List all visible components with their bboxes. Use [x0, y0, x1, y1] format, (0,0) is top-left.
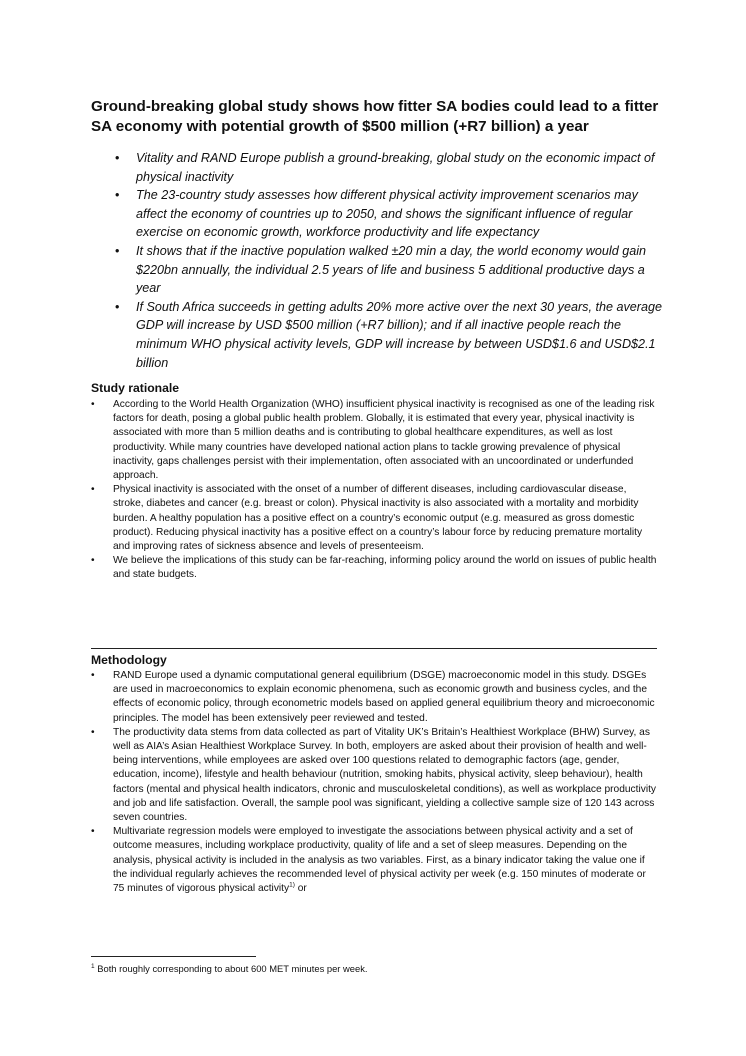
methodology-list — [91, 669, 657, 896]
footnote — [91, 962, 657, 975]
highlight-item: • Vitality and RAND Europe publish a ground-breaking, global study on the economic impact of physical inactivity — [115, 149, 667, 186]
footnote-reference: 1) — [289, 881, 295, 889]
key-highlights-list — [115, 149, 667, 372]
page-title: Ground-breaking global study shows how fitter SA bodies could lead to a fitter SA economy with potential growth of $500 million (+R7 billion) a year — [91, 98, 659, 135]
footnote-divider — [91, 956, 256, 957]
highlight-item: • The 23-country study assesses how different physical activity improvement scenarios may affect the economy of countries up to 2050, and shows the significant influence of regular exercise on economic growth, workforce productivity and life expectancy — [115, 186, 667, 242]
highlight-item: • It shows that if the inactive population walked ±20 min a day, the world economy would gain $220bn annually, the individual 2.5 years of life and business 5 additional productive days a year — [115, 242, 667, 298]
methodology-item-tail: or — [294, 883, 307, 895]
methodology-item — [91, 825, 657, 896]
methodology-item-text: Multivariate regression models were employed to investigate the associations between physical activity and a set of outcome measures, including workplace productivity, quality of life and a set of sleep measures. Depending on the analysis, physical activity is included in the analysis as two variables. First, as a binary indicator taking the value one if the individual regularly achieves the recommended level of physical activity per week (e.g. 150 minutes of moderate or 75 minutes of vigorous physical activity — [113, 826, 646, 895]
rationale-item: • According to the World Health Organization (WHO) insufficient physical inactivity is recognised as one of the leading risk factors for death, posing a global public health problem. Globally, it is estimated that every year, physical inactivity is associated with more than 5 million deaths and is contributing to global healthcare expenditures, as well as lost productivity. While many countries have developed national action plans to tackle growing prevalence of physical inactivity, gaps challenges persist with their implementation, often associated with an uncoordinated or underfunded approach. — [91, 398, 657, 483]
study-rationale-list — [91, 398, 657, 583]
study-rationale-heading: Study rationale — [91, 381, 180, 395]
methodology-heading: Methodology — [91, 653, 167, 667]
section-divider — [91, 648, 657, 649]
methodology-item: • RAND Europe used a dynamic computational general equilibrium (DSGE) macroeconomic model in this study. DSGEs are used in macroeconomics to explain economic phenomena, such as economic growth and business cycles, and the effects of economic policy, through econometric models based on applied general equilibrium theory and microeconomic principles. The model has been extensively peer reviewed and tested. — [91, 669, 657, 726]
highlight-item: • If South Africa succeeds in getting adults 20% more active over the next 30 years, the average GDP will increase by USD $500 million (+R7 billion); and if all inactive people reach the minimum WHO physical activity levels, GDP will increase by between USD$1.6 and USD$2.1 billion — [115, 298, 667, 372]
rationale-item: • We believe the implications of this study can be far-reaching, informing policy around the world on issues of public health and state budgets. — [91, 554, 657, 582]
rationale-item: • Physical inactivity is associated with the onset of a number of different diseases, including cardiovascular disease, stroke, diabetes and cancer (e.g. breast or colon). Physical inactivity is also associated with a mortality and morbidity burden. A healthy population has a positive effect on a country’s economic output (e.g. measured as gross domestic product). Reducing physical inactivity has a positive effect on a country’s labour force by reducing premature mortality and improving rates of sickness absence and levels of presenteeism. — [91, 483, 657, 554]
footnote-marker: 1 — [91, 962, 95, 970]
footnote-text: Both roughly corresponding to about 600 MET minutes per week. — [94, 963, 368, 974]
methodology-item: • The productivity data stems from data collected as part of Vitality UK’s Britain’s Healthiest Workplace (BHW) Survey, as well as AIA’s Asian Healthiest Workplace Survey. In both, employers are asked about their provision of health and well-being interventions, while employees are asked over 100 questions related to demographic factors (age, gender, education, income), lifestyle and health behaviour (nutrition, smoking habits, physical activity, sleep behaviour), health factors (mental and physical health indicators, chronic and musculoskeletal conditions), as well as workplace productivity and job and life satisfaction. Overall, the sample pool was significant, yielding a collective sample size of 120 143 across seven countries. — [91, 726, 657, 825]
